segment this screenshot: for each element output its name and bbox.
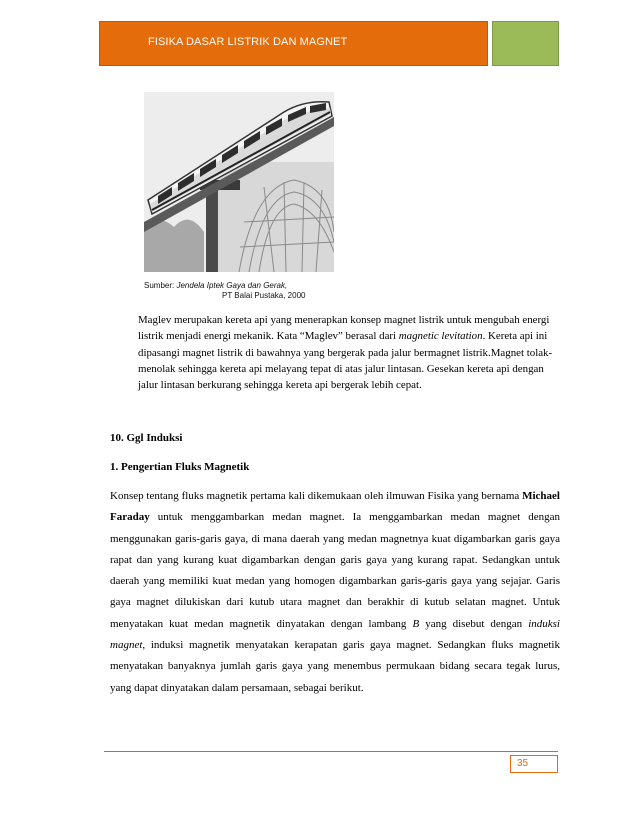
- caption-prefix: Sumber:: [144, 281, 177, 290]
- term-induksi-magnet: induksi magnet: [110, 617, 560, 652]
- page-number: 35: [517, 758, 529, 769]
- maglev-text-cont: . Kereta api ini dipasangi magnet listrik di bawahnya yang bergerak pada jalur bermagnet listrik.Magnet tolak-menolak sehingga kereta api melayang tepat di atas jalur lintasan. Gesekan kereta api dengan jalur lintasan berkurang sehingga kereta api bergerak lebih cepat.: [138, 330, 553, 392]
- section-heading: 10. Ggl Induksi: [110, 432, 183, 444]
- caption-source: Jendela Iptek Gaya dan Gerak,: [176, 281, 288, 290]
- header-title: FISIKA DASAR LISTRIK DAN MAGNET: [148, 36, 348, 48]
- body-text-1: Konsep tentang fluks magnetik pertama kali dikemukaan oleh ilmuwan Fisika yang bernama: [110, 490, 523, 502]
- body-text-2: untuk menggambarkan medan magnet. Ia menggambarkan medan magnet dengan menggunakan garis-garis gaya, di mana daerah yang medan magnetnya kuat digambarkan garis gaya rapat dan yang kurang kuat digambarkan dengan garis gaya yang kurang rapat. Sedangkan untuk daerah yang memiliki kuat medan yang homogen digambarkan garis-garis gaya yang sejajar. Garis gaya magnet dilukiskan dari kutub utara magnet dan berakhir di kutub selatan magnet. Untuk menyatakan kuat medan magnetik dinyatakan dengan lambang: [110, 511, 560, 630]
- maglev-text: Maglev merupakan kereta api yang menerapkan konsep magnet listrik untuk mengubah energi listrik menjadi energi mekanik. Kata “Maglev” berasal dari: [138, 314, 550, 343]
- header-title-bar: [99, 21, 488, 66]
- body-text-4: , induksi magnetik menyatakan kerapatan garis gaya magnet. Sedangkan fluks magnetik menyatakan banyaknya jumlah garis gaya yang menembus permukaan bidang secara tegak lurus, yang dapat dinyatakan dalam persamaan, sebagai berikut.: [110, 639, 560, 694]
- maglev-italic-term: magnetic levitation: [398, 330, 483, 343]
- subsection-heading: 1. Pengertian Fluks Magnetik: [110, 461, 250, 473]
- maglev-train-photo: [144, 92, 334, 272]
- header-accent-block: [492, 21, 559, 66]
- page-header: [99, 21, 559, 66]
- scientist-name: Michael Faraday: [110, 490, 560, 524]
- footer-divider: [104, 751, 558, 752]
- body-text-3: yang disebut dengan: [419, 617, 529, 630]
- maglev-description: [138, 312, 562, 393]
- body-paragraph: [110, 486, 560, 699]
- symbol-b: B: [412, 617, 420, 630]
- page-number-box: [510, 755, 558, 773]
- caption-publisher: PT Balai Pustaka, 2000: [222, 291, 306, 300]
- figure-caption: [144, 281, 344, 301]
